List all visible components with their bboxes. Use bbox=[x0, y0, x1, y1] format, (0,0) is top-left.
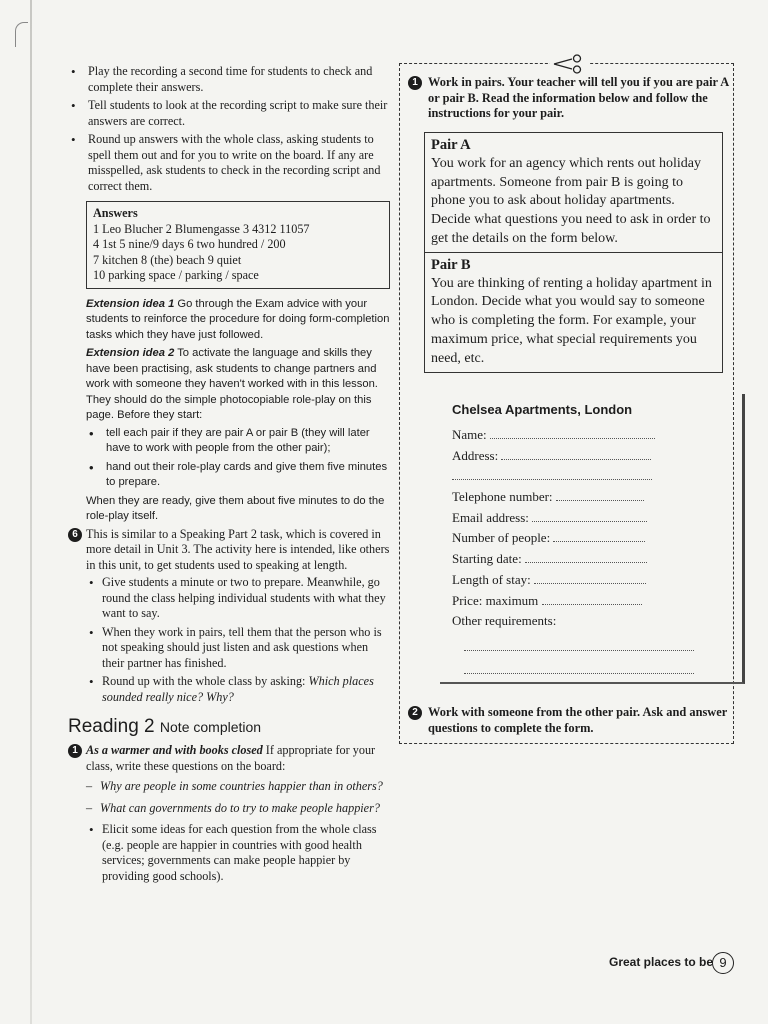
list-item: • Elicit some ideas for each question from the whole class (e.g. people are happier in countries with good health services; governments can make people happier by providing good schools). bbox=[86, 822, 390, 884]
teacher-notes-column bbox=[68, 64, 390, 887]
list-item: • hand out their role-play cards and give them five minutes to prepare. bbox=[86, 460, 390, 491]
form-field-blank[interactable] bbox=[490, 426, 655, 439]
list-item: – What can governments do to try to make people happier? bbox=[86, 801, 390, 817]
form-field-starting-date[interactable] bbox=[452, 549, 742, 570]
form-field-blank[interactable] bbox=[525, 550, 647, 563]
form-field-label: Name: bbox=[452, 427, 487, 442]
answers-box bbox=[86, 201, 390, 289]
item-1-body: If appropriate for your class, write these questions on the board: bbox=[86, 743, 376, 773]
form-field-label: Price: maximum bbox=[452, 592, 539, 608]
list-item-question: Which places sounded really nice? Why? bbox=[102, 674, 374, 704]
pair-a-title: Pair A bbox=[431, 137, 471, 153]
form-field-label: Number of people: bbox=[452, 530, 551, 546]
form-field-address[interactable] bbox=[452, 446, 742, 467]
board-questions bbox=[86, 779, 390, 816]
answers-line: 4 1st 5 nine/9 days 6 two hundred / 200 bbox=[93, 237, 286, 251]
page-corner-mark bbox=[15, 22, 28, 47]
item-6-bullet-list bbox=[86, 575, 390, 705]
extension-idea-1-label: Extension idea 1 bbox=[86, 297, 175, 310]
pair-b-title: Pair B bbox=[431, 256, 471, 273]
item-1-lead: As a warmer and with books closed bbox=[86, 743, 263, 757]
photocopiable-roleplay-card bbox=[399, 63, 734, 744]
list-item-text: Round up with the whole class by asking: bbox=[102, 674, 309, 688]
answers-title: Answers bbox=[93, 206, 138, 220]
answers-line: 7 kitchen 8 (the) beach 9 quiet bbox=[93, 252, 242, 267]
form-field-blank[interactable] bbox=[452, 467, 652, 480]
section-heading-sub: Note completion bbox=[159, 719, 262, 735]
item-1 bbox=[68, 743, 390, 884]
list-item: • Play the recording a second time for students to check and complete their answers. bbox=[68, 64, 390, 95]
page-number: 9 bbox=[712, 952, 734, 974]
list-item: • Give students a minute or two to prepare. Meanwhile, go round the class helping individual students with what they want to say. bbox=[86, 575, 390, 622]
item-number-badge: 1 bbox=[68, 744, 82, 758]
list-item: • Round up answers with the whole class, asking students to spell them out and for you to write on the board. If any are misspelled, ask students to check in the recording script and correct them. bbox=[68, 132, 390, 194]
pair-a-section bbox=[425, 133, 722, 252]
answers-line: 1 Leo Blucher 2 Blumengasse 3 4312 11057 bbox=[93, 221, 310, 236]
form-field-name[interactable] bbox=[452, 425, 742, 446]
task-2-text: Work with someone from the other pair. Ask and answer questions to complete the form. bbox=[428, 705, 728, 735]
list-item: – Why are people in some countries happier than in others? bbox=[86, 779, 390, 795]
form-field-length-of-stay[interactable] bbox=[452, 570, 742, 591]
task-number-badge: 2 bbox=[408, 706, 422, 720]
form-field-blank[interactable] bbox=[534, 571, 646, 584]
extension-idea-1 bbox=[86, 297, 390, 344]
extension-idea-2-after: When they are ready, give them about five minutes to do the role-play itself. bbox=[86, 494, 385, 522]
form-field-blank[interactable] bbox=[501, 447, 651, 460]
form-field-blank[interactable] bbox=[542, 592, 642, 605]
form-field-blank[interactable] bbox=[464, 657, 694, 674]
footer-unit-title: Great places to be bbox=[609, 955, 714, 969]
form-field-blank[interactable] bbox=[556, 488, 644, 501]
task-number-badge: 1 bbox=[408, 76, 422, 90]
form-field-email[interactable] bbox=[452, 508, 742, 529]
list-item bbox=[86, 674, 390, 705]
pair-instructions-box bbox=[424, 132, 723, 373]
form-field-label: Starting date: bbox=[452, 551, 522, 567]
form-field-label: Address: bbox=[452, 447, 499, 463]
form-field-blank[interactable] bbox=[464, 634, 694, 651]
form-field-label: Email address: bbox=[452, 509, 529, 525]
form-field-address-line-2[interactable] bbox=[452, 466, 742, 487]
list-item: • tell each pair if they are pair A or pair B (they will later have to work with people from the other pair); bbox=[86, 426, 390, 457]
item-6-text: This is similar to a Speaking Part 2 task, which is covered in more detail in Unit 3. The activity here is intended, like others in this unit, to get students used to speaking at length. bbox=[86, 526, 390, 572]
form-field-price[interactable] bbox=[452, 591, 742, 612]
scissors-icon bbox=[550, 54, 590, 74]
pair-b-text: You are thinking of renting a holiday apartment in London. Decide what you would say to someone who is completing the form. For example, your maximum price, what special requirements you need, etc. bbox=[431, 275, 712, 366]
item-1-bullet-list bbox=[86, 822, 390, 884]
extension-idea-2-label: Extension idea 2 bbox=[86, 347, 175, 359]
page-edge bbox=[30, 0, 32, 1024]
form-field-other-requirements bbox=[452, 611, 742, 632]
item-1-text bbox=[86, 743, 390, 774]
booking-form bbox=[440, 394, 745, 684]
extension-bullet-list bbox=[86, 426, 390, 491]
form-title: Chelsea Apartments, London bbox=[452, 402, 633, 417]
form-field-telephone[interactable] bbox=[452, 487, 742, 508]
item-number-badge: 6 bbox=[68, 528, 82, 542]
extension-idea-2 bbox=[86, 346, 390, 424]
form-field-label: Other requirements: bbox=[452, 613, 557, 629]
section-heading bbox=[68, 715, 390, 739]
pair-b-section bbox=[425, 252, 722, 372]
answers-line: 10 parking space / parking / space bbox=[93, 268, 259, 282]
extension-ideas bbox=[68, 297, 390, 525]
form-field-number-of-people[interactable] bbox=[452, 528, 742, 549]
list-item: • Tell students to look at the recording script to make sure their answers are correct. bbox=[68, 98, 390, 129]
task-1 bbox=[408, 75, 730, 122]
pair-a-text: You work for an agency which rents out holiday apartments. Someone from pair B is going to phone you to ask about holiday apartments. Decide what questions you need to ask in order to get the details on the form below. bbox=[431, 155, 711, 246]
extension-idea-1-text: Go through the Exam advice with your students to reinforce the procedure for doing form-completion tasks which they have just followed. bbox=[86, 297, 390, 341]
item-6 bbox=[68, 527, 390, 706]
form-field-label: Telephone number: bbox=[452, 489, 553, 505]
task-2 bbox=[408, 705, 730, 736]
form-field-blank[interactable] bbox=[532, 509, 647, 522]
list-item: • When they work in pairs, tell them that the person who is not speaking should just listen and ask questions when their partner has finished. bbox=[86, 625, 390, 672]
section-heading-main: Reading 2 bbox=[68, 716, 155, 737]
intro-bullet-list bbox=[68, 64, 390, 194]
extension-idea-2-text: To activate the language and skills they have been practising, ask students to change partners and work with someone they haven't worked with in this lesson. They should do the simple photocopiable role-play on this page. Before they start: bbox=[86, 347, 378, 421]
form-field-label: Length of stay: bbox=[452, 571, 531, 587]
form-field-blank[interactable] bbox=[553, 529, 645, 542]
task-1-text: Work in pairs. Your teacher will tell you if you are pair A or pair B. Read the information below and follow the instructions for your pair. bbox=[428, 75, 729, 120]
